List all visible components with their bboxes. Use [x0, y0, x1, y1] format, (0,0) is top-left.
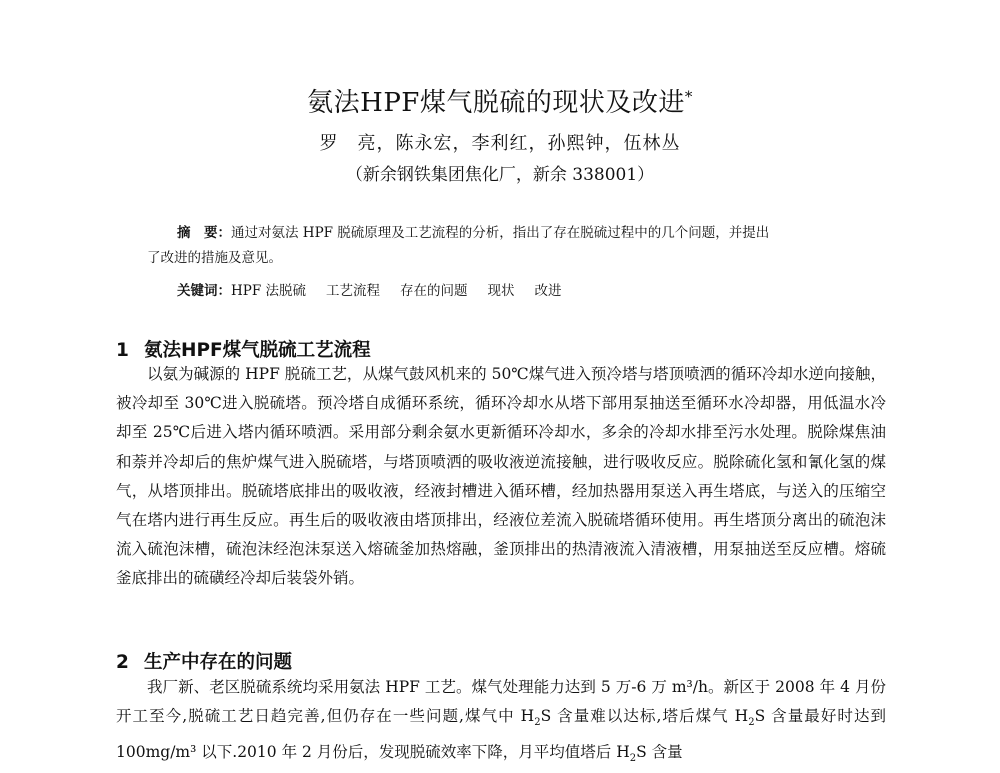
section-2-paragraph — [116, 673, 886, 773]
keywords-label: 关键词： — [177, 283, 231, 299]
abstract-text-1: 通过对氨法 HPF 脱硫原理及工艺流程的分析，指出了存在脱硫过程中的几个问题，并提出 — [231, 225, 770, 241]
paper-title — [0, 86, 1000, 120]
keywords — [177, 280, 877, 302]
keyword: HPF 法脱硫 — [231, 283, 307, 299]
abstract-line-1 — [177, 222, 877, 244]
section-title: 氨法HPF煤气脱硫工艺流程 — [144, 340, 371, 361]
author-list: 罗 亮，陈永宏，李利红，孙熙钟，伍林丛 — [319, 133, 681, 154]
title-text: 氨法HPF煤气脱硫的现状及改进 — [307, 88, 685, 118]
title-footnote-mark: * — [684, 87, 693, 106]
text-run: S 含量难以达标,塔后煤气 H — [540, 707, 749, 726]
section-number: 1 — [116, 340, 129, 361]
section-number: 2 — [116, 652, 129, 673]
keyword: 存在的问题 — [400, 283, 468, 299]
text-run: 我厂新、老区脱硫系统均采用氨法 HPF 工艺。煤气处理能力达到 5 万-6 万 m³/h。新区于 2008 年 4 月份开工至今,脱硫工艺日趋完善,但仍存在一些问题,煤气中 H — [116, 678, 886, 726]
keyword: 改进 — [534, 283, 562, 299]
abstract-line-2: 了改进的措施及意见。 — [147, 250, 282, 266]
affiliation: （新余钢铁集团焦化厂，新余 338001） — [345, 165, 655, 185]
text-run: S 含量最好时达到 100mg/m³ 以下.2010 年 2 月份后，发现脱硫效率下降，月平均值塔后 H — [116, 707, 887, 761]
subscript: 2 — [534, 717, 541, 729]
section-1-paragraph: 以氨为碱源的 HPF 脱硫工艺，从煤气鼓风机来的 50℃煤气进入预冷塔与塔顶喷洒的循环冷却水逆向接触，被冷却至 30℃进入脱硫塔。预冷塔自成循环系统，循环冷却水从塔下部用泵抽送至循环水冷却器，用低温水冷却至 25℃后进入塔内循环喷洒。采用部分剩余氨水更新循环冷却水，多余的冷却水排至污水处理。脱除煤焦油和萘并冷却后的焦炉煤气进入脱硫塔，与塔顶喷洒的吸收液逆流接触，进行吸收反应。脱除硫化氢和氰化氢的煤气，从塔顶排出。脱硫塔底排出的吸收液，经液封槽进入循环槽，经加热器用泵送入再生塔底，与送入的压缩空气在塔内进行再生反应。再生后的吸收液由塔顶排出，经液位差流入脱硫塔循环使用。再生塔顶分离出的硫泡沫流入硫泡沫槽，硫泡沫经泡沫泵送入熔硫釜加热熔融，釜顶排出的热清液流入清液槽，用泵抽送至反应槽。熔硫釜底排出的硫磺经冷却后装袋外销。 — [116, 365, 886, 588]
text-run: S 含量 — [636, 742, 683, 761]
keyword: 现状 — [487, 283, 515, 299]
section-title: 生产中存在的问题 — [144, 652, 293, 673]
subscript: 2 — [748, 717, 755, 729]
subscript: 2 — [629, 752, 637, 764]
abstract-label: 摘 要： — [177, 225, 231, 241]
keyword: 工艺流程 — [326, 283, 381, 299]
